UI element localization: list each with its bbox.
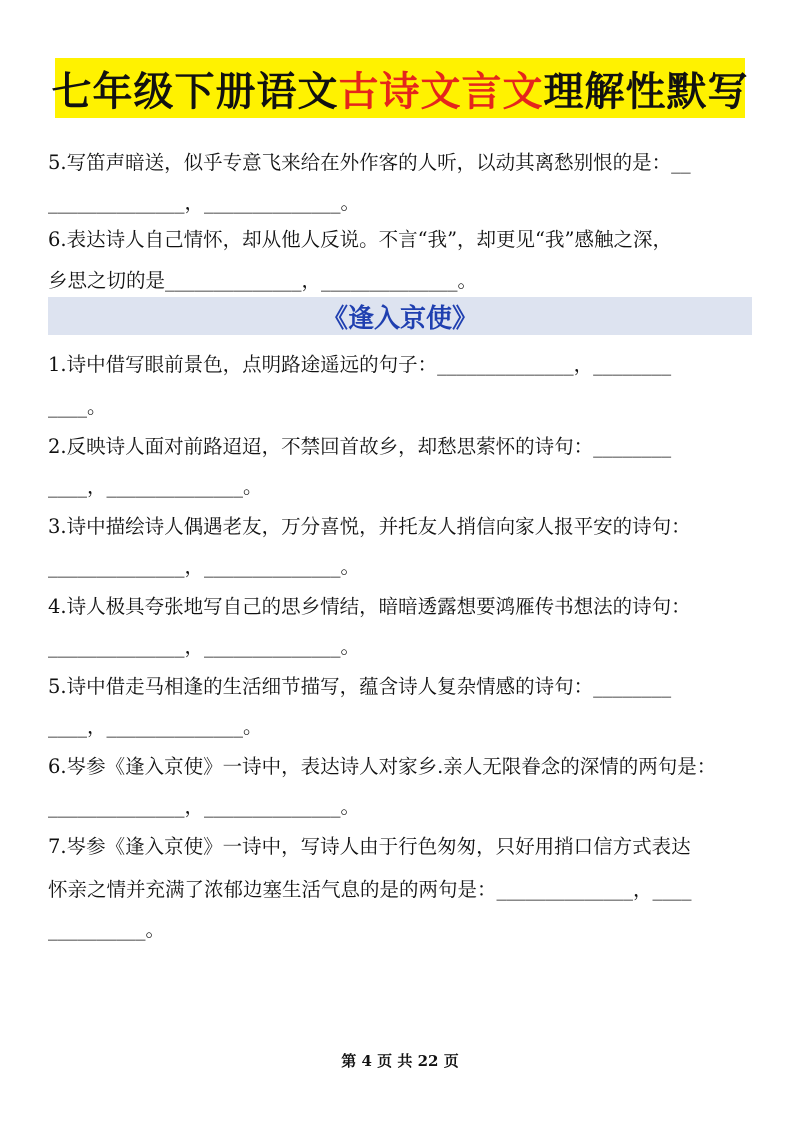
question-line: 4.诗人极具夸张地写自己的思乡情结，暗暗透露想要鸿雁传书想法的诗句： [48,595,691,618]
answer-blank-line: ____。 [48,395,107,418]
title-part-3: 理解性默写 [543,68,749,115]
answer-blank-line: ______________，______________。 [48,555,360,578]
question-line: 乡思之切的是______________，______________。 [48,269,478,292]
answer-blank-line: ______________，______________。 [48,795,360,818]
answer-blank-line: ______________，______________。 [48,635,360,658]
question-line: 5.写笛声暗送，似乎专意飞来给在外作客的人听，以动其离愁别恨的是：__ [48,151,691,174]
question-line: 7.岑参《逢入京使》一诗中，写诗人由于行色匆匆，只好用捎口信方式表达 [48,835,691,858]
answer-blank-line: ____，______________。 [48,715,263,738]
question-line: 5.诗中借走马相逢的生活细节描写，蕴含诗人复杂情感的诗句：________ [48,675,672,698]
question-line: 怀亲之情并充满了浓郁边塞生活气息的是的两句是：______________，____ [48,878,692,901]
question-line: 3.诗中描绘诗人偶遇老友，万分喜悦，并托友人捎信向家人报平安的诗句： [48,515,691,538]
question-line: 1.诗中借写眼前景色，点明路途遥远的句子：______________，________ [48,353,672,376]
answer-blank-line: ______________，______________。 [48,191,360,214]
question-line: 2.反映诗人面对前路迢迢，不禁回首故乡，却愁思萦怀的诗句：________ [48,435,672,458]
question-line: 6.岑参《逢入京使》一诗中，表达诗人对家乡.亲人无限眷念的深情的两句是： [48,755,717,778]
page-number: 第 4 页 共 22 页 [341,1052,459,1070]
answer-blank-line: ____，______________。 [48,475,263,498]
section-heading [48,297,752,335]
answer-blank-line: __________。 [48,918,166,941]
section-title: 《逢入京使》 [321,303,478,334]
question-line: 6.表达诗人自己情怀，却从他人反说。不言“我”，却更见“我”感触之深， [48,228,672,251]
page-title [51,58,749,118]
title-part-2-highlight: 古诗文言文 [338,68,544,115]
title-part-1: 七年级下册语文 [51,68,339,115]
